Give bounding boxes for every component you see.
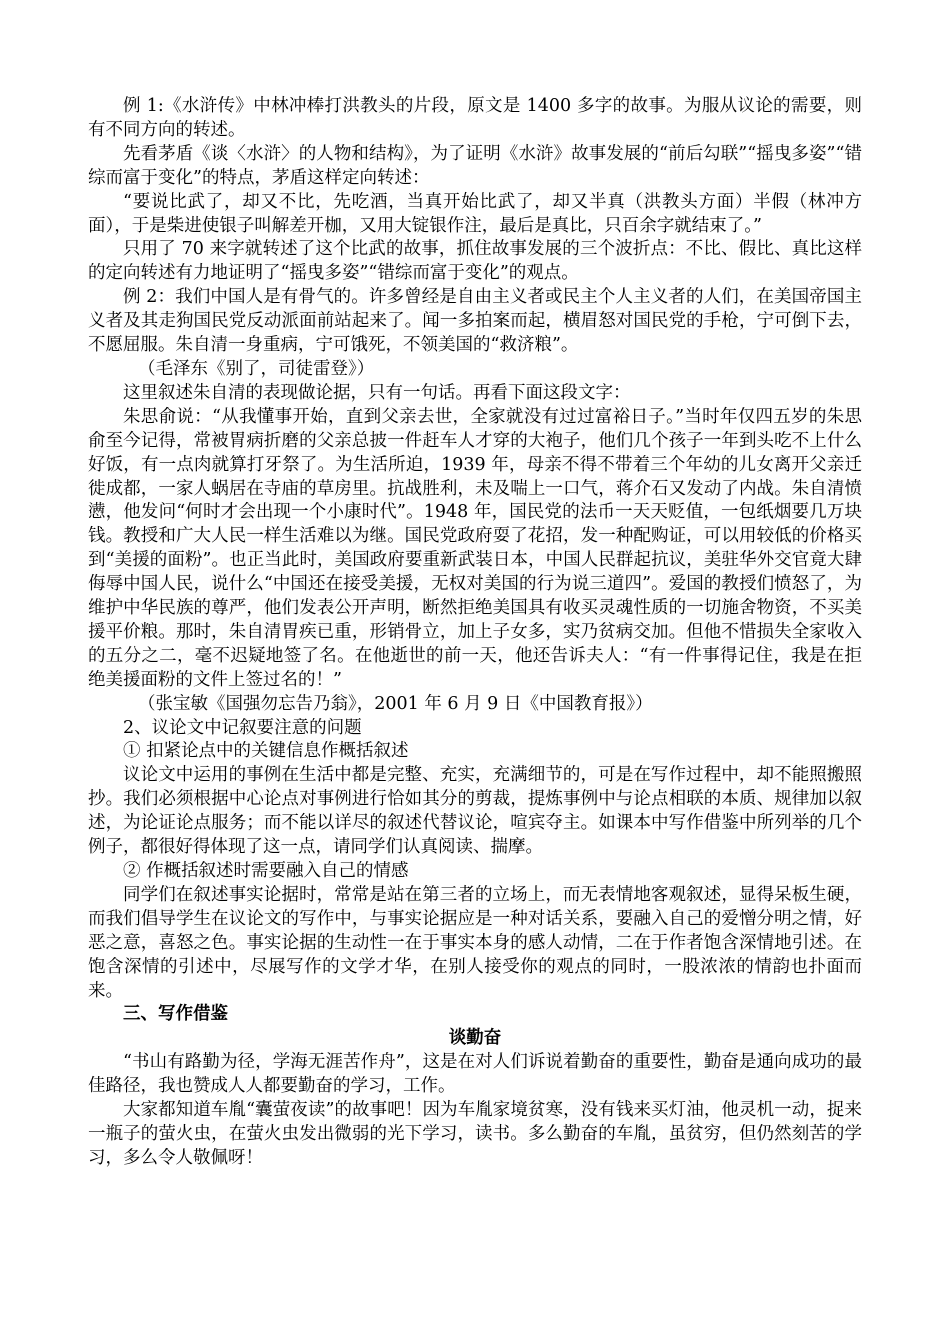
subheading-point-2: ② 作概括叙述时需要融入自己的情感	[123, 861, 409, 881]
paragraph-point-2: 同学们在叙述事实论据时，常常是站在第三者的立场上，而无表情地客观叙述，显得呆板生硬，而我们倡导学生在议论文的写作中，与事实论据应是一种对话关系，要融入自己的爱憎分明之情，好恶之意，喜怒之色。事实论据的生动性一在于事实本身的感人动情，二在于作者饱含深情地引述。在饱含深情的引述中，尽展写作的文学才华，在别人接受你的观点的同时，一股浓浓的情韵也扑面而来。	[88, 884, 862, 1001]
citation-mao-zedong: （毛泽东《别了，司徒雷登》）	[138, 358, 375, 379]
paragraph-transition: 这里叙述朱自清的表现做论据，只有一句话。再看下面这段文字：	[123, 382, 631, 403]
paragraph-point-1: 议论文中运用的事例在生活中都是完整、充实，充满细节的，可是在写作过程中，却不能照搬照抄。我们必须根据中心论点对事例进行恰如其分的剪裁，提炼事例中与论点相联的本质、规律加以叙述，为论证论点服务；而不能以详尽的叙述代替议论，喧宾夺主。如课本中写作借鉴中所列举的几个例子，都很好得体现了这一点，请同学们认真阅读、揣摩。	[88, 765, 862, 858]
paragraph-essay-intro: “书山有路勤为径，学海无涯苦作舟”，这是在对人们诉说着勤奋的重要性，勤奋是通向成功的最佳路径，我也赞成人人都要勤奋的学习，工作。	[88, 1052, 862, 1097]
paragraph-zhu-siyu: 朱思俞说：“从我懂事开始，直到父亲去世，全家就没有过过富裕日子。”当时年仅四五岁的朱思俞至今记得，常被胃病折磨的父亲总披一件赶车人才穿的大袍子，他们几个孩子一年到头吃不上什么好饭，有一点肉就算打牙祭了。为生活所迫，1939 年，母亲不得不带着三个年幼的儿女离开父亲迁徙成都，一家人蜗居在寺庙的草房里。抗战胜利，未及喘上一口气，蒋介石又发动了内战。朱自清愤懑，他发问“何时才会出现一个小康时代”。1948 年，国民党的法币一天天贬值，一包纸烟要几万块钱。教授和广大人民一样生活难以为继。国民党政府耍了花招，发一种配购证，可以用较低的价格买到“美援的面粉”。也正当此时，美国政府要重新武装日本，中国人民群起抗议，美驻华外交官竟大肆侮辱中国人民，说什么“中国还在接受美援，无权对美国的行为说三道四”。爱国的教授们愤怒了，为维护中华民族的尊严，他们发表公开声明，断然拒绝美国具有收买灵魂性质的一切施舍物资，不买美援平价粮。那时，朱自清胃疾已重，形销骨立，加上子女多，实乃贫病交加。但他不惜损失全家收入的五分之二，毫不迟疑地签了名。在他逝世的前一天，他还告诉夫人：“有一件事得记住，我是在拒绝美援面粉的文件上签过名的！”	[88, 406, 862, 690]
section-heading-3: 三、写作借鉴	[123, 1004, 228, 1025]
document-body	[88, 95, 862, 1171]
paragraph-example-1: 例 1:《水浒传》中林冲棒打洪教头的片段，原文是 1400 多字的故事。为服从议论的需要，则有不同方向的转述。	[88, 96, 862, 140]
paragraph-mao-dun-intro: 先看茅盾《谈〈水浒〉的人物和结构》，为了证明《水浒》故事发展的“前后勾联”“摇曳多姿”“错综而富于变化”的特点，茅盾这样定向转述：	[88, 143, 862, 188]
citation-zhang-baomin: （张宝敏《国强勿忘告乃翁》，2001 年 6 月 9 日《中国教育报》）	[138, 693, 653, 714]
paragraph-mao-dun-quote: “要说比武了，却又不比，先吃酒，当真开始比武了，却又半真（洪教头方面）半假（林冲方面），于是柴进使银子叫解差开枷，又用大锭银作注，最后是真比，只百余字就结束了。”	[88, 191, 862, 236]
paragraph-example-2: 例 2：我们中国人是有骨气的。许多曾经是自由主义者或民主个人主义者的人们，在美国帝国主义者及其走狗国民党反动派面前站起来了。闻一多拍案而起，横眉怒对国民党的手枪，宁可倒下去，不愿屈服。朱自清一身重病，宁可饿死，不领美国的“救济粮”。	[88, 287, 862, 356]
section-heading-2: 2、议论文中记叙要注意的问题	[123, 717, 362, 738]
essay-title: 谈勤奋	[448, 1028, 502, 1049]
paragraph-retelling-analysis: 只用了 70 来字就转述了这个比武的故事，抓住故事发展的三个波折点：不比、假比、真比这样的定向转述有力地证明了“摇曳多姿”“错综而富于变化”的观点。	[88, 239, 862, 284]
subheading-point-1: ① 扣紧论点中的关键信息作概括叙述	[123, 741, 409, 762]
paragraph-essay-chexun: 大家都知道车胤“囊萤夜读”的故事吧！因为车胤家境贫寒，没有钱来买灯油，他灵机一动，捉来一瓶子的萤火虫，在萤火虫发出微弱的光下学习，读书。多么勤奋的车胤，虽贫穷，但仍然刻苦的学习，多么令人敬佩呀！	[88, 1100, 862, 1168]
